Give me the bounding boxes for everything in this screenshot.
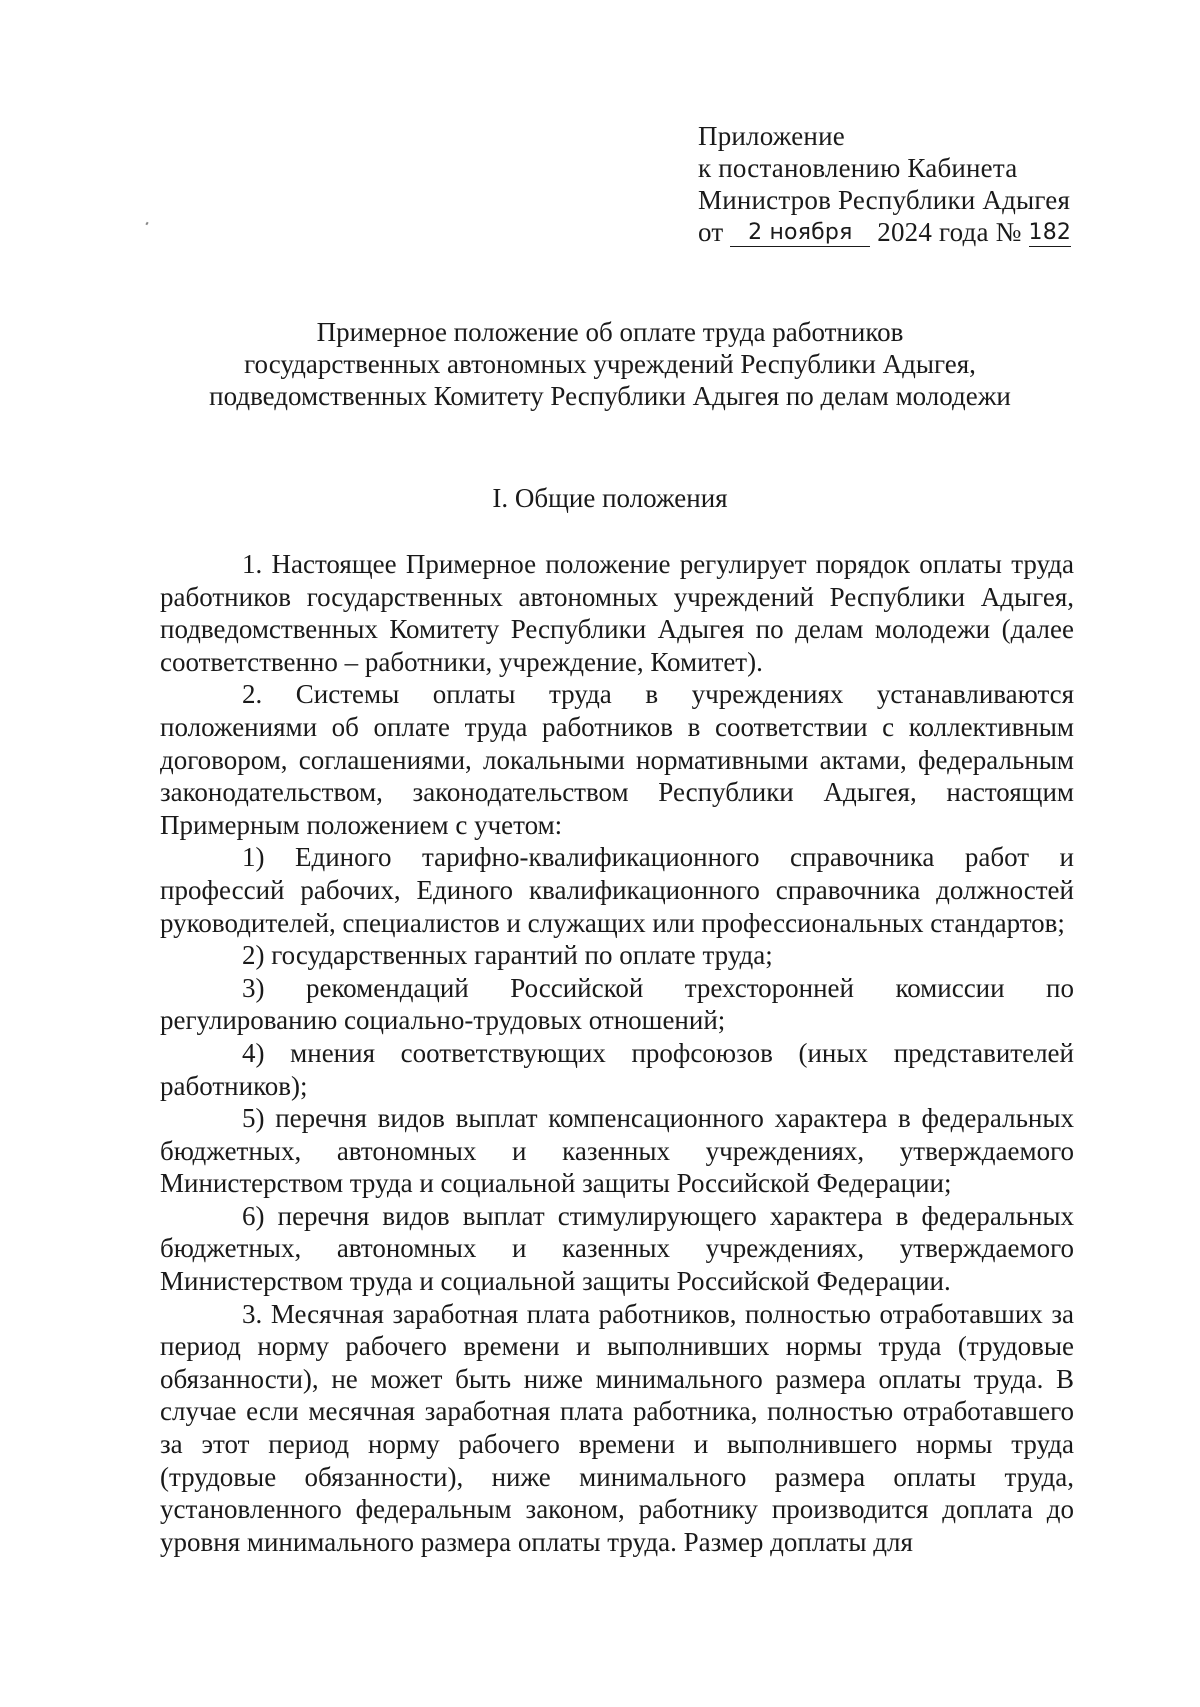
list-item-2: 2) государственных гарантий по оплате труда; <box>242 940 773 971</box>
paragraph-3: 3. Месячная заработная плата работников, полностью отработавших за период норму рабочего времени и выполнивших нормы труда (трудовые обязанности), не может быть ниже минимального размера оплаты труда. В случае если месячная заработная плата работника, полностью отработавшего за этот период норму рабочего времени и выполнившего нормы труда (трудовые обязанности), ниже минимального размера оплаты труда, установленного федеральным законом, работнику производится доплата до уровня минимального размера оплаты труда. Размер доплаты для <box>160 1298 1074 1557</box>
scan-speck <box>145 222 148 226</box>
number-field: 182 <box>1028 220 1072 245</box>
list-item-6: 6) перечня видов выплат стимулирующего характера в федеральных бюджетных, автономных и казенных учреждениях, утверждаемого Министерством труда и социальной защиты Российской Федерации. <box>160 1200 1074 1297</box>
appendix-line-1: Приложение <box>698 121 845 151</box>
list-item-1: 1) Единого тарифно-квалификационного справочника работ и профессий рабочих, Единого квалификационного справочника должностей руководителей, специалистов и служащих или профессиональных стандартов; <box>160 842 1074 938</box>
section-heading: I. Общие положения <box>492 483 728 513</box>
title-line-1: Примерное положение об оплате труда работников <box>316 317 904 347</box>
list-item-5: 5) перечня видов выплат компенсационного характера в федеральных бюджетных, автономных и казенных учреждениях, утверждаемого Министерством труда и социальной защиты Российской Федерации; <box>160 1103 1074 1199</box>
appendix-date-line <box>698 216 1138 249</box>
appendix-line-3: Министров Республики Адыгея <box>698 185 1071 215</box>
document-body <box>160 548 1074 1558</box>
list-item-3: 3) рекомендаций Российской трехсторонней комиссии по регулированию социально-трудовых отношений; <box>160 972 1074 1036</box>
appendix-line-2: к постановлению Кабинета <box>698 153 1018 183</box>
paragraph-2: 2. Системы оплаты труда в учреждениях устанавливаются положениями об оплате труда работников в соответствии с коллективным договором, соглашениями, локальными нормативными актами, федеральным законодательством, законодательством Республики Адыгея, настоящим Примерным положением с учетом: <box>160 679 1074 840</box>
title-line-3: подведомственных Комитету Республики Адыгея по делам молодежи <box>209 381 1011 411</box>
date-field: 2 ноября <box>730 220 870 247</box>
year-text: 2024 года № <box>877 217 1022 247</box>
document-title <box>150 316 1070 412</box>
paragraph-1: 1. Настоящее Примерное положение регулирует порядок оплаты труда работников государственных автономных учреждений Республики Адыгея, подведомственных Комитету Республики Адыгея по делам молодежи (далее соответственно – работники, учреждение, Комитет). <box>160 549 1074 677</box>
appendix-header <box>698 120 1138 249</box>
list-item-4: 4) мнения соответствующих профсоюзов (иных представителей работников); <box>160 1037 1074 1101</box>
date-prefix: от <box>698 217 724 247</box>
title-line-2: государственных автономных учреждений Республики Адыгея, <box>244 349 976 379</box>
